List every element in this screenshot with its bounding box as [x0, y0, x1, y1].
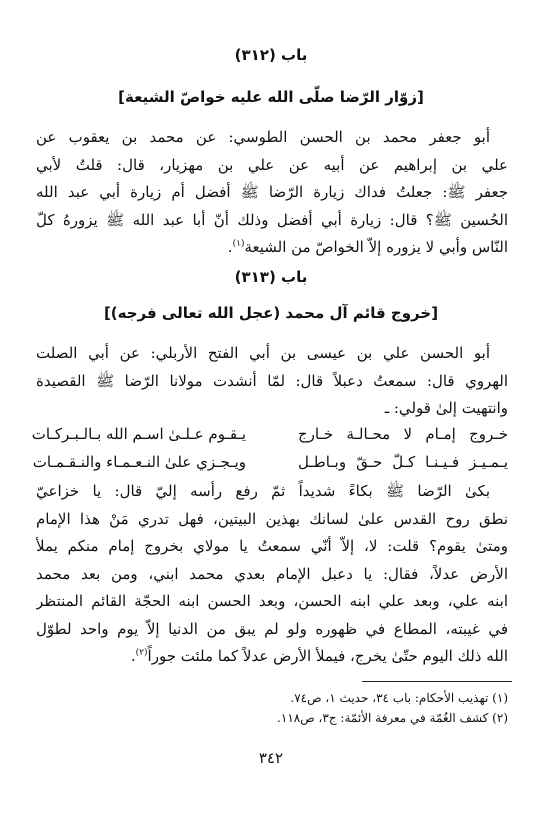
page-number: ٣٤٢: [258, 749, 284, 767]
footnote-divider: [362, 681, 512, 682]
text-line: أبو جعفر محمد بن الحسن الطوسي: عن محمد بن يعقوب عن: [36, 128, 490, 146]
text-line-content: النّاس وأبي لا يزوره إلاّ الخواصّ من الشيعة: [244, 238, 508, 256]
chapter-312-title: باب (٣١٢): [234, 46, 308, 64]
text-line: وانتهيت إلىٰ قولي: ـ: [384, 399, 508, 417]
footnote-1: (١) تهذيب الأحكام: باب ٣٤، حديث ١، ص٧٤.: [290, 691, 508, 705]
chapter-312-heading: [زوّار الرّضا صلّى الله عليه خواصّ الشيعة]: [118, 88, 424, 106]
chapter-313-intro: [36, 340, 508, 423]
text-line: علي بن إبراهيم عن أبيه عن علي بن مهزيار، قال: قلتُ لأبي: [36, 155, 508, 174]
poem-hemistich-first: يـمـيـز فـيـنـا كـلّ حـقّ وبـاطـل: [298, 453, 508, 471]
chapter-312-text: [36, 124, 508, 262]
footnote-2: (٢) كشف الغُمّة في معرفة الأئمّة: ج٣، ص١١٨.: [277, 711, 508, 725]
footnote-ref: (٢): [135, 648, 148, 658]
poem-verse-2: [32, 449, 508, 475]
chapter-313-heading: [خروج قائم آل محمد (عجل الله تعالى فرجه)]: [103, 304, 439, 322]
text-line: بكىٰ الرّضا ﷺ بكاءً شديداً ثمّ رفع رأسه إليّ قال: يا خزاعيّ: [36, 482, 490, 500]
text-line: ابنه علي، وبعد علي ابنه الحسن، وبعد الحسن ابنه الحجّة القائم المنتظر: [36, 592, 508, 610]
poem-hemistich-second: يـقـوم عـلـىٰ اسـم الله بـالـبـركـات: [31, 425, 246, 443]
text-line: أبو الحسن علي بن عيسى بن أبي الفتح الأربلي: عن أبي الصلت: [36, 344, 490, 362]
text-line: الأرض عدلاً، فقال: يا دعبل الإمام بعدي محمد ابني، ومن بعد محمد: [36, 564, 508, 583]
text-line: في غيبته، المطاع في ظهوره ولو لم يبق من الدنيا إلاّ يوم واحد لطوّل: [36, 619, 508, 638]
chapter-313-title: باب (٣١٣): [234, 268, 308, 286]
text-line: جعفر ﷺ: جعلتُ فداك زيارة الرّضا ﷺ أفضل أم زيارة أبي عبد الله: [36, 183, 508, 201]
text-line: النّاس وأبي لا يزوره إلاّ الخواصّ من الشيعة$^{(١)}$.: [227, 238, 508, 256]
text-line: ومتىٰ يقوم؟ قلت: لا، إلاّ أنّي سمعتُ يا مولاي بخروج إمام منكم يملأ: [36, 537, 508, 555]
chapter-313-body: [36, 478, 508, 671]
text-line-content: الله ذلك اليوم حتّىٰ يخرج، فيملأ الأرض عدلاً كما ملئت جوراً: [147, 647, 508, 665]
text-line: نطق روح القدس علىٰ لسانك بهذين البيتين، فهل تدري مَنْ هذا الإمام: [36, 509, 508, 528]
poem-hemistich-first: خـروج إمـام لا محـالـة خـارج: [298, 425, 508, 443]
text-line: الهروي قال: سمعتُ دعبلاً قال: لمّا أنشدت مولانا الرّضا ﷺ القصيدة: [36, 371, 508, 390]
poem-verse-1: [31, 421, 508, 447]
poem-hemistich-second: ويـجـزي علىٰ النـعـمـاء والنـقـمـات: [32, 453, 246, 471]
footnote-ref: (١): [232, 239, 245, 249]
text-line: الحُسين ﷺ؟ قال: زيارة أبي أفضل وذلك أنّ أبا عبد الله ﷺ يزورهُ كلّ: [36, 210, 508, 229]
text-line: الله ذلك اليوم حتّىٰ يخرج، فيملأ الأرض عدلاً كما ملئت جوراً$^{(٢)}$.: [130, 647, 508, 665]
